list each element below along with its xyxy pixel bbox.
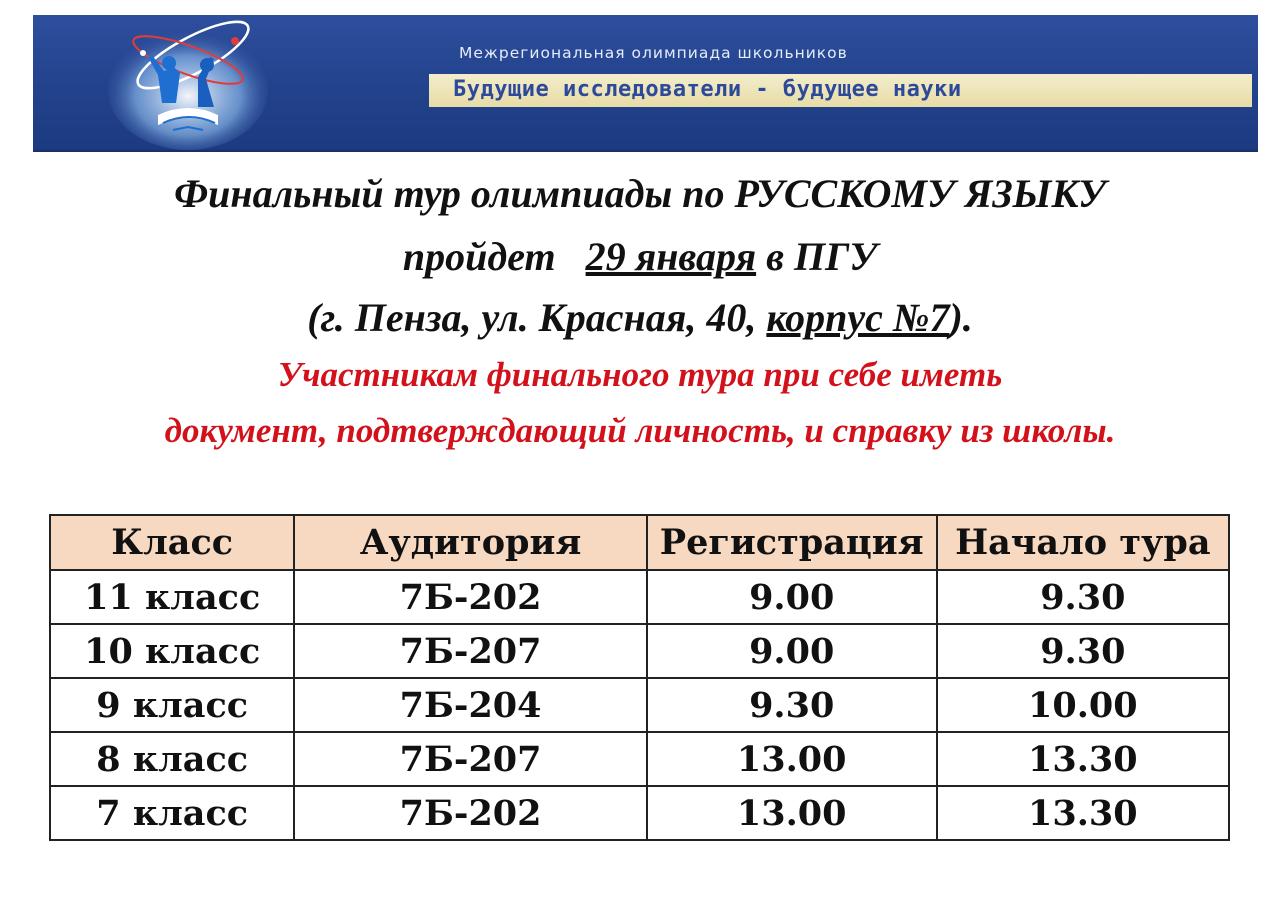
date-prefix: пройдет <box>402 234 556 279</box>
header-registration: Регистрация <box>647 515 937 570</box>
table-row <box>50 732 1229 786</box>
table-row <box>50 570 1229 624</box>
table-header-row <box>50 515 1229 570</box>
table-row <box>50 624 1229 678</box>
banner-title: Будущие исследователи - будущее науки <box>453 77 962 102</box>
cell-class: 7 класс <box>50 786 294 840</box>
cell-start-time: 9.30 <box>937 570 1229 624</box>
cell-registration: 9.30 <box>647 678 937 732</box>
banner-subtitle: Межрегиональная олимпиада школьников <box>459 44 848 62</box>
announcement-address-line <box>0 289 1280 347</box>
cell-registration: 13.00 <box>647 786 937 840</box>
cell-room: 7Б-202 <box>294 570 646 624</box>
cell-room: 7Б-202 <box>294 786 646 840</box>
cell-room: 7Б-207 <box>294 732 646 786</box>
cell-registration: 13.00 <box>647 732 937 786</box>
cell-start-time: 9.30 <box>937 624 1229 678</box>
announcement-title: Финальный тур олимпиады по РУССКОМУ ЯЗЫКУ <box>174 171 1106 216</box>
cell-room: 7Б-207 <box>294 624 646 678</box>
schedule-table <box>49 514 1230 841</box>
cell-class: 10 класс <box>50 624 294 678</box>
address-close: ). <box>949 295 973 340</box>
building-number: корпус №7 <box>766 295 950 340</box>
address-text: (г. Пенза, ул. Красная, 40, <box>307 295 757 340</box>
table-row <box>50 786 1229 840</box>
participant-note-line2: документ, подтверждающий личность, и справку из школы. <box>164 411 1116 450</box>
cell-room: 7Б-204 <box>294 678 646 732</box>
date-suffix: в ПГУ <box>766 234 878 279</box>
header-start-time: Начало тура <box>937 515 1229 570</box>
participant-note-line1: Участникам финального тура при себе иметь <box>277 355 1003 394</box>
olympiad-logo <box>103 15 273 152</box>
cell-start-time: 10.00 <box>937 678 1229 732</box>
cell-registration: 9.00 <box>647 624 937 678</box>
cell-start-time: 13.30 <box>937 786 1229 840</box>
table-row <box>50 678 1229 732</box>
cell-class: 9 класс <box>50 678 294 732</box>
cell-registration: 9.00 <box>647 570 937 624</box>
cell-start-time: 13.30 <box>937 732 1229 786</box>
header-room: Аудитория <box>294 515 646 570</box>
banner-title-strip <box>429 74 1252 107</box>
header-banner <box>33 15 1258 152</box>
event-date: 29 января <box>585 234 757 279</box>
header-class: Класс <box>50 515 294 570</box>
cell-class: 8 класс <box>50 732 294 786</box>
announcement-date-line <box>0 228 1280 286</box>
cell-class: 11 класс <box>50 570 294 624</box>
